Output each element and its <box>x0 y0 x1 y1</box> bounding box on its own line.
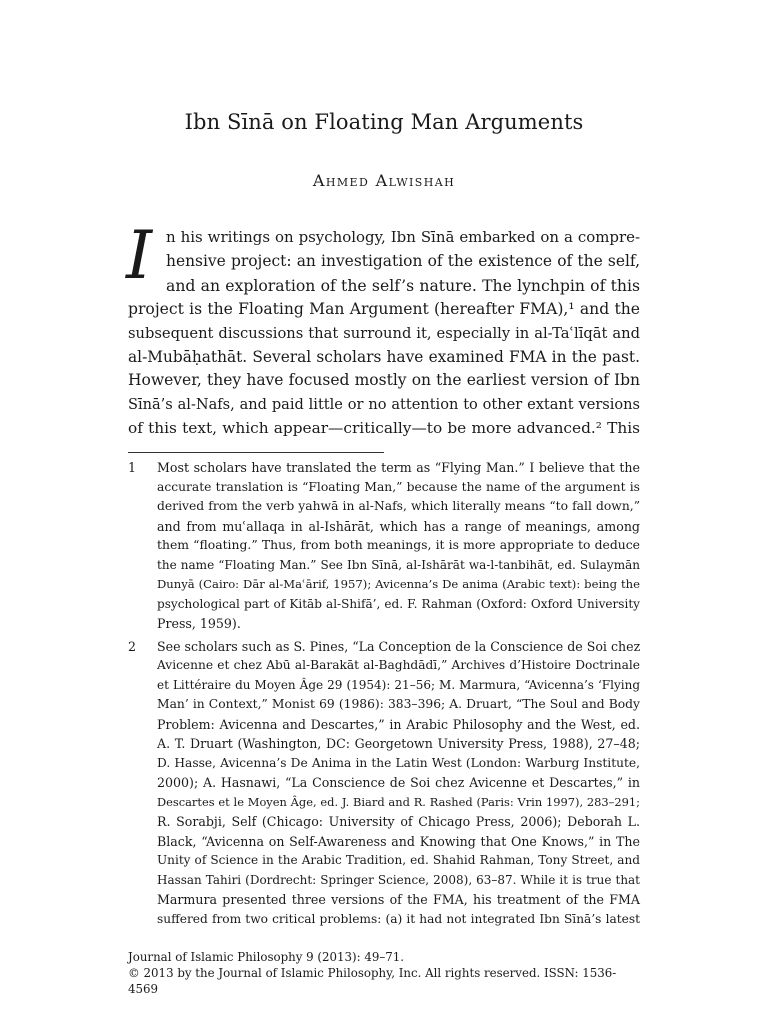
body-text <box>126 217 640 441</box>
footnote-number: 2 <box>128 638 137 654</box>
body-line: of this text, which appear—critically—to be more advanced.² This <box>128 419 640 438</box>
footnote-line: See scholars such as S. Pines, “La Conception de la Conscience de Soi chez <box>157 638 641 654</box>
body-line: However, they have focused mostly on the earliest version of Ibn <box>128 371 640 390</box>
footnote-line: and from muʿallaqa in al-Ishārāt, which has a range of meanings, among <box>157 518 640 534</box>
footnote-number: 1 <box>128 460 137 475</box>
footnotes <box>128 458 640 932</box>
journal-citation: Journal of Islamic Philosophy 9 (2013): 49–71. <box>128 950 405 964</box>
footnote <box>128 458 640 634</box>
footnote-text <box>157 637 640 930</box>
footnote-line: Problem: Avicenna and Descartes,” in Arabic Philosophy and the West, ed. <box>157 716 640 732</box>
footnote-line: Press, 1959). <box>157 616 241 631</box>
footnote-divider <box>128 452 384 453</box>
footnote-line: them “floating.” Thus, from both meanings, it is more appropriate to deduce <box>157 538 640 552</box>
footnote-line: accurate translation is “Floating Man,” because the name of the argument is <box>157 479 640 494</box>
footnote-line: Unity of Science in the Arabic Tradition, ed. Shahid Rahman, Tony Street, and <box>157 853 640 867</box>
body-line: al-Mubāḥathāt. Several scholars have examined FMA in the past. <box>128 347 640 366</box>
footnote-line: 2000); A. Hasnawi, “La Conscience de Soi chez Avicenne et Descartes,” in <box>157 775 640 790</box>
body-line: project is the Floating Man Argument (hereafter FMA),¹ and the <box>128 299 640 318</box>
footnote-line: et Littéraire du Moyen Âge 29 (1954): 21–56; M. Marmura, “Avicenna’s ‘Flying <box>157 677 640 692</box>
footnote-line: the name “Floating Man.” See Ibn Sīnā, al-Ishārāt wa-l-tanbihāt, ed. Sulaymān <box>157 557 640 572</box>
footnote-line: Marmura presented three versions of the FMA, his treatment of the FMA <box>157 892 640 907</box>
author-name: Ahmed Alwishah <box>312 171 456 190</box>
footnote-line: Hassan Tahiri (Dordrecht: Springer Science, 2008), 63–87. While it is true that <box>157 872 640 887</box>
footnote-line: suffered from two critical problems: (a) it had not integrated Ibn Sīnā’s latest <box>157 911 640 926</box>
footnote <box>128 637 640 930</box>
body-line: and an exploration of the self’s nature. The lynchpin of this <box>166 275 640 295</box>
copyright-notice: © 2013 by the Journal of Islamic Philosophy, Inc. All rights reserved. ISSN: 1536-4569 <box>128 966 617 996</box>
footnote-line: A. T. Druart (Washington, DC: Georgetown University Press, 1988), 27–48; <box>157 736 640 751</box>
drop-cap: I <box>126 217 153 294</box>
body-line: subsequent discussions that surround it, especially in al-Taʿlīqāt and <box>128 324 640 342</box>
footnote-line: Avicenne et chez Abū al-Barakāt al-Baghdādī,” Archives d’Histoire Doctrinale <box>157 658 640 672</box>
footnote-line: Dunyā (Cairo: Dār al-Maʿārif, 1957); Avicenna’s De anima (Arabic text): being the <box>157 577 640 591</box>
footnote-line: Black, “Avicenna on Self-Awareness and Knowing that One Knows,” in The <box>157 833 640 849</box>
journal-info <box>128 949 640 997</box>
footnote-line: D. Hasse, Avicenna’s De Anima in the Latin West (London: Warburg Institute, <box>157 755 640 770</box>
body-line: Sīnā’s al-Nafs, and paid little or no attention to other extant versions <box>128 396 640 414</box>
article-title: Ibn Sīnā on Floating Man Arguments <box>184 110 584 134</box>
footnote-line: R. Sorabji, Self (Chicago: University of Chicago Press, 2006); Deborah L. <box>157 814 640 829</box>
footnote-line: Man’ in Context,” Monist 69 (1986): 383–396; A. Druart, “The Soul and Body <box>157 697 640 711</box>
body-line: hensive project: an investigation of the existence of the self, <box>166 251 640 270</box>
footnote-line: psychological part of Kitāb al-Shifā’, ed. F. Rahman (Oxford: Oxford University <box>157 596 640 611</box>
body-line: n his writings on psychology, Ibn Sīnā embarked on a compre- <box>166 228 640 246</box>
footnote-line: derived from the verb yahwā in al-Nafs, which literally means “to fall down,” <box>157 499 640 513</box>
footnote-text <box>157 458 640 634</box>
footnote-line: Most scholars have translated the term as “Flying Man.” I believe that the <box>157 460 640 475</box>
footnote-line: Descartes et le Moyen Âge, ed. J. Biard and R. Rashed (Paris: Vrin 1997), 283–291; <box>157 794 640 809</box>
